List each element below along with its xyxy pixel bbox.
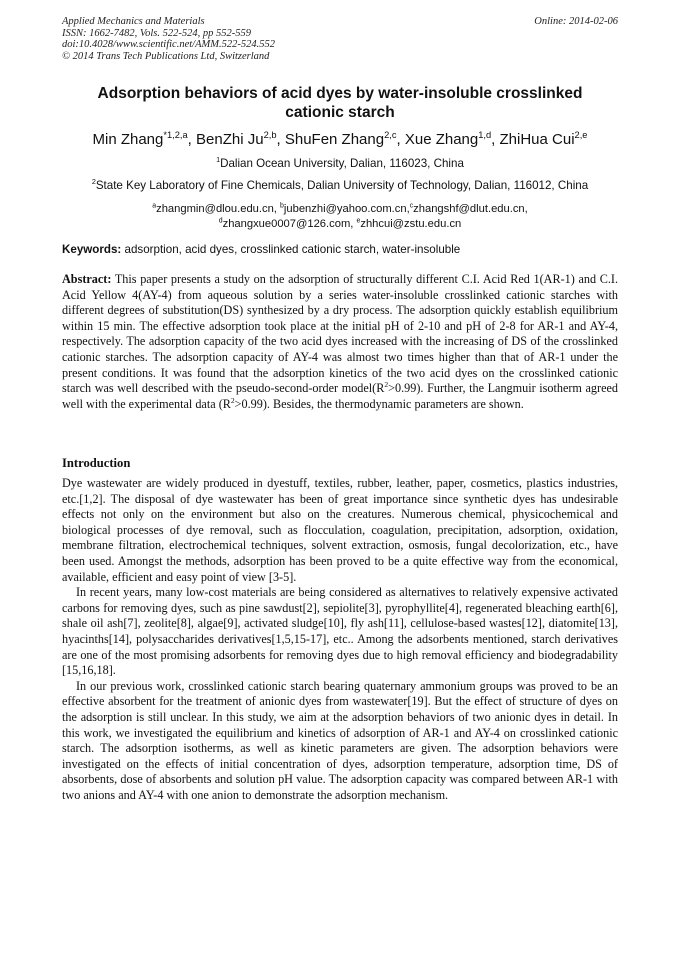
author-sup: *1,2,a (163, 130, 188, 140)
email-list (30, 202, 650, 231)
email-address: zhangshf@dlut.edu.cn, (413, 203, 528, 215)
abstract-text: This paper presents a study on the adsorption of structurally different C.I. Acid Red 1(AR-1) and C.I. Acid Yellow 4(AY-4) from aqueous solution by a series water-insoluble crosslinked cationic starches with different degrees of substitution(DS) synthesized by a dry process. The adsorption quickly establish equilibrium within 15 min. The effective adsorption took place at the initial pH of 2-10 and pH of 2-8 for AR-1 and AY-4, respectively. The adsorption capacity of the two acid dyes increased with the increasing of DS of the crosslinked cationic starches. The adsorption capacity of AY-4 was almost two times higher than that of AR-1 under the present conditions. It was found that the adsorption kinetics of the two acid dyes on the crosslinked cationic starch was well described with the pseudo-second-order model(R (62, 272, 618, 396)
paragraph: In recent years, many low-cost materials are being considered as alternatives to relatively expensive activated carbons for removing dyes, such as pine sawdust[2], sepiolite[3], pyrophyllite[4], regenerated bleaching earth[6], shale oil ash[7], zeolite[8], algae[9], activated sludge[10], fly ash[11], cellulose-based wastes[12], diatomite[13], hyacinths[14], polysaccharides derivatives[1,5,15-17], etc.. Among the adsorbents mentioned, starch derivatives are one of the most promising adsorbents for removing dyes due to high removal efficiency and biodegradability [15,16,18]. (62, 585, 618, 678)
paper-title-line-1: Adsorption behaviors of acid dyes by water-insoluble crosslinked (97, 85, 583, 102)
author-sup: 1,d (478, 130, 492, 140)
author-list: Min Zhang$^{*1,2,a}$, BenZhi Ju$^{2,b}$, ShuFen Zhang$^{2,c}$, Xue Zhang$^{1,d}$, ZhiHua Cui$^{2,e}$ (92, 130, 588, 148)
keywords-text: adsorption, acid dyes, crosslinked cationic starch, water-insoluble (121, 243, 461, 256)
doi-line: doi:10.4028/www.scientific.net/AMM.522-524.552 (62, 39, 275, 51)
section-heading-introduction: Introduction (62, 456, 131, 470)
keywords-label: Keywords: (62, 243, 122, 256)
abstract-label: Abstract: (62, 272, 112, 286)
email-address: zhhcui@zstu.edu.cn (360, 217, 462, 230)
abstract (62, 272, 618, 412)
author-name: BenZhi Ju (196, 131, 264, 148)
abstract-superscript: 2 (384, 380, 389, 390)
email-sup: b (280, 202, 284, 210)
affiliation-sup: 2 (91, 177, 96, 187)
affiliation-sup: 1 (216, 155, 221, 165)
keywords (62, 243, 618, 257)
author-name: Xue Zhang (404, 131, 479, 148)
email-line-2 (30, 217, 650, 232)
author-name: Min Zhang (92, 131, 164, 148)
author-name: ZhiHua Cui (499, 131, 575, 148)
paragraph: Dye wastewater are widely produced in dyestuff, textiles, rubber, leather, paper, cosmetics, plastics industries, etc.[1,2]. The disposal of dye wastewater has been of great importance since synthetic dyes has undesirable effects not only on the environment but also on the creatures. Numerous chemical, physicochemical and biological processes of dye removal, such as flocculation, coagulation, precipitation, adsorption, oxidation, membrane filtration, electrochemical techniques, solvent extraction, osmosis, fungal decolorization, etc., have been used. Amongst the methods, adsorption has been proved to be a quite effective way from the economical, available, efficient and easy point of view [3-5]. (62, 476, 618, 584)
author-sup: 2,e (574, 130, 588, 140)
paper-title (62, 84, 618, 122)
paragraph: In our previous work, crosslinked cationic starch bearing quaternary ammonium groups was proved to be an effective absorbent for the treatment of anionic dyes from wastewater[19]. But the effect of structure of dyes on the adsorption is still unclear. In this study, we aim at the adsorption behaviors of two anionic dyes in detail. In this work, we investigated the equilibrium and kinetics of adsorption of AR-1 and AY-4 on crosslinked cationic starch. The adsorption isotherms, as well as kinetic parameters are given. The adsorption behaviors were investigated on the effects of initial concentration of dyes, adsorption temperature, adsorption time, DS of absorbents, dose of absorbents and solution pH value. The adsorption capacity was compared between AR-1 with two anions and AY-4 with one anion to demonstrate the adsorption mechanism. (62, 678, 618, 802)
issn-line: ISSN: 1662-7482, Vols. 522-524, pp 552-559 (62, 27, 251, 39)
affiliation-2 (30, 179, 650, 193)
email-line-1 (30, 202, 650, 217)
email-address: zhangxue0007@126.com, (222, 217, 357, 230)
paper-title-line-2: cationic starch (285, 104, 395, 121)
author-sup: 2,b (263, 130, 277, 140)
email-address: jubenzhi@yahoo.com.cn, (283, 203, 410, 215)
abstract-text: >0.99). Besides, the thermodynamic parameters are shown. (234, 396, 524, 411)
abstract-superscript: 2 (230, 395, 235, 405)
abstract-text: >0.99). Further, the Langmuir isotherm agreed well with the experimental data (R (62, 381, 618, 411)
email-sup: c (409, 202, 414, 210)
affiliation-1 (30, 157, 650, 171)
email-address: zhangmin@dlou.edu.cn, (156, 203, 281, 215)
affiliation-text: State Key Laboratory of Fine Chemicals, Dalian University of Technology, Dalian, 116012, China (95, 179, 589, 192)
copyright-line: © 2014 Trans Tech Publications Ltd, Switzerland (62, 50, 270, 62)
author-name: ShuFen Zhang (284, 131, 385, 148)
online-date: Online: 2014-02-06 (534, 16, 618, 27)
affiliation-text: Dalian Ocean University, Dalian, 116023, China (220, 157, 464, 170)
email-sup: e (356, 216, 361, 224)
email-sup: d (218, 216, 223, 224)
introduction-body (62, 476, 618, 803)
email-sup: a (152, 202, 157, 210)
publication-header (62, 16, 618, 62)
journal-name: Applied Mechanics and Materials (62, 16, 205, 27)
author-sup: 2,c (384, 130, 397, 140)
